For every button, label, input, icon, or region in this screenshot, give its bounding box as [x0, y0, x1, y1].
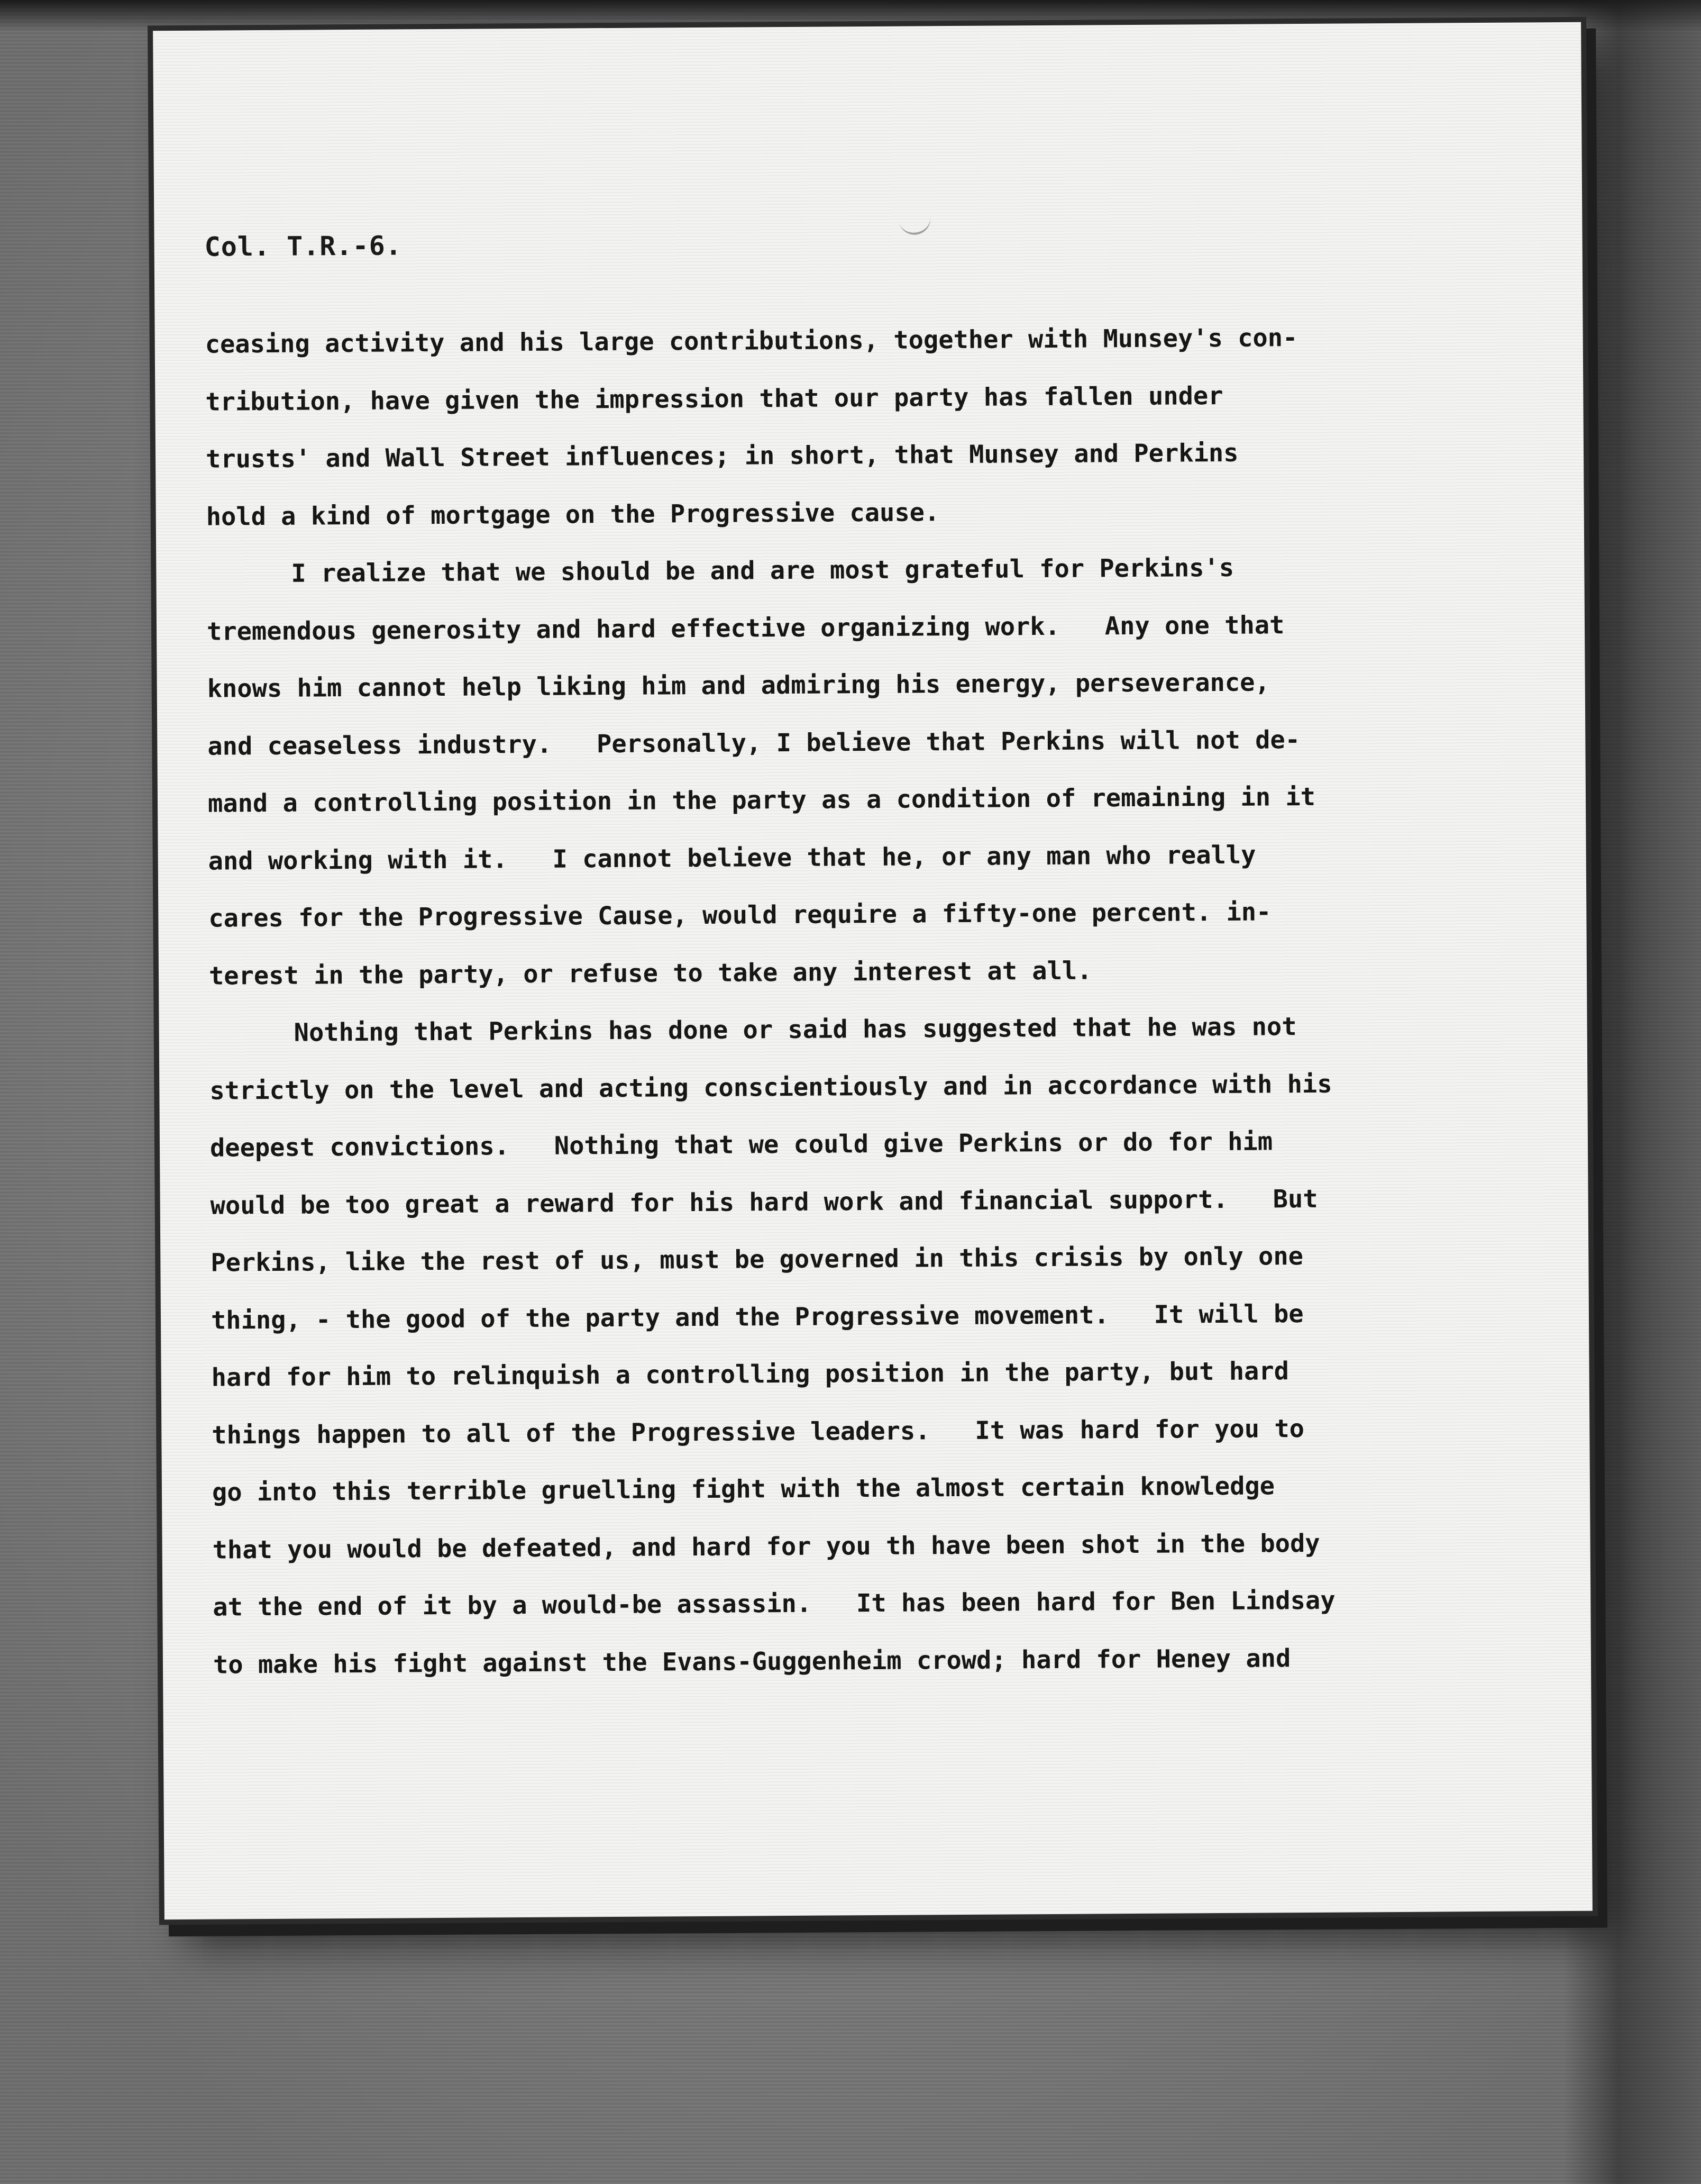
- text-line: thing, - the good of the party and the Progressive movement. It will be: [211, 1299, 1304, 1335]
- text-line: terest in the party, or refuse to take any interest at all.: [208, 956, 1092, 991]
- text-line: to make his fight against the Evans-Guggenheim crowd; hard for Heney and: [213, 1643, 1291, 1680]
- text-line: tremendous generosity and hard effective organizing work. Any one that: [206, 610, 1285, 647]
- text-line: things happen to all of the Progressive leaders. It was hard for you to: [212, 1414, 1305, 1450]
- text-line: mand a controlling position in the party as a condition of remaining in it: [207, 782, 1316, 818]
- text-line: cares for the Progressive Cause, would require a fifty-one percent. in-: [208, 897, 1272, 933]
- text-line: and ceaseless industry. Personally, I believe that Perkins will not de-: [207, 725, 1301, 761]
- text-line: hard for him to relinquish a controlling position in the party, but hard: [211, 1357, 1290, 1393]
- text-line: tribution, have given the impression that our party has fallen under: [205, 381, 1223, 417]
- text-line: that you would be defeated, and hard for you th have been shot in the body: [212, 1528, 1320, 1565]
- text-line: strictly on the level and acting conscientiously and in accordance with his: [209, 1069, 1332, 1106]
- text-line: deepest convictions. Nothing that we could give Perkins or do for him: [209, 1127, 1273, 1163]
- text-line: at the end of it by a would-be assassin. It has been hard for Ben Lindsay: [213, 1586, 1336, 1622]
- typewritten-page: [153, 22, 1593, 1919]
- stray-pencil-mark: [899, 214, 933, 237]
- paragraph-start-line: Nothing that Perkins has done or said has suggested that he was not: [294, 1012, 1297, 1048]
- text-line: knows him cannot help liking him and admiring his energy, perseverance,: [207, 668, 1270, 704]
- page-header: Col. T.R.-6.: [204, 230, 403, 262]
- paragraph-start-line: I realize that we should be and are most grateful for Perkins's: [291, 553, 1234, 588]
- text-line: and working with it. I cannot believe that he, or any man who really: [208, 840, 1256, 876]
- text-line: ceasing activity and his large contributions, together with Munsey's con-: [205, 323, 1298, 359]
- text-line: hold a kind of mortgage on the Progressive cause.: [206, 497, 940, 532]
- text-line: trusts' and Wall Street influences; in short, that Munsey and Perkins: [205, 438, 1239, 474]
- text-line: go into this terrible gruelling fight with the almost certain knowledge: [212, 1471, 1275, 1507]
- letter-body: [205, 308, 1525, 1694]
- text-line: Perkins, like the rest of us, must be governed in this crisis by only one: [211, 1242, 1304, 1278]
- text-line: would be too great a reward for his hard work and financial support. But: [210, 1184, 1318, 1221]
